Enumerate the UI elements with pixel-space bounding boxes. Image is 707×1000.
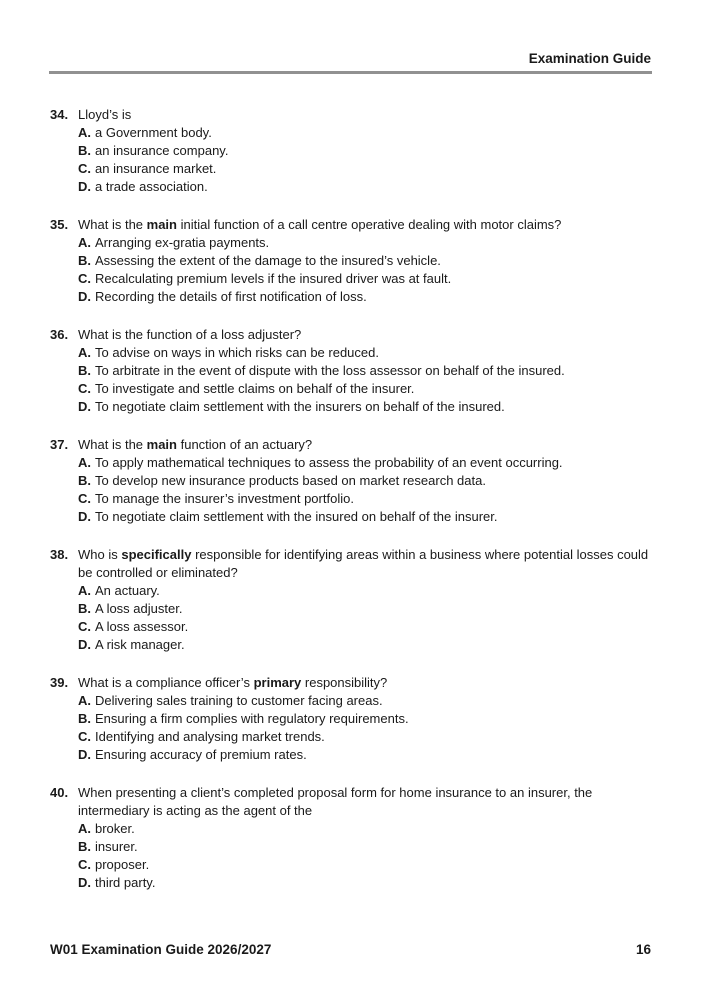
option-letter: B.	[78, 473, 91, 488]
question-text-segment: intermediary is acting as the agent of the	[78, 803, 313, 818]
options-list	[78, 124, 648, 196]
question-text-segment: When presenting a client’s completed proposal form for home insurance to an insurer, the	[78, 785, 593, 800]
question-block	[50, 106, 648, 196]
question-text-segment: function of an actuary?	[176, 437, 313, 452]
option-row	[78, 472, 648, 490]
option-text: To apply mathematical techniques to assess the probability of an event occurring.	[95, 455, 563, 470]
option-row	[78, 710, 648, 728]
question-number: 39.	[50, 675, 69, 690]
option-row	[78, 636, 648, 654]
option-row	[78, 856, 648, 874]
question-text-segment: main	[146, 217, 177, 232]
option-text: To arbitrate in the event of dispute with the loss assessor on behalf of the insured.	[95, 363, 565, 378]
question-text-segment: primary	[253, 675, 302, 690]
option-text: To negotiate claim settlement with the insurers on behalf of the insured.	[95, 399, 505, 414]
option-letter: A.	[78, 345, 91, 360]
option-letter: A.	[78, 125, 91, 140]
question-text-segment: responsible for identifying areas within a business where potential losses could	[191, 547, 649, 562]
option-row	[78, 490, 648, 508]
option-row	[78, 380, 648, 398]
question-block	[50, 784, 648, 892]
option-text: To manage the insurer’s investment portfolio.	[95, 491, 354, 506]
question-block	[50, 546, 648, 654]
question-text	[78, 784, 648, 820]
option-letter: D.	[78, 179, 91, 194]
option-letter: C.	[78, 161, 91, 176]
question-text-segment: What is the	[78, 437, 147, 452]
option-row	[78, 820, 648, 838]
footer-document-title: W01 Examination Guide 2026/2027	[50, 942, 272, 957]
option-letter: C.	[78, 271, 91, 286]
option-text: an insurance company.	[95, 143, 229, 158]
question-number: 38.	[50, 547, 69, 562]
option-row	[78, 582, 648, 600]
option-row	[78, 600, 648, 618]
option-text: an insurance market.	[95, 161, 217, 176]
question-number: 34.	[50, 107, 69, 122]
question-body	[78, 326, 648, 416]
page-footer	[50, 941, 651, 959]
question-text	[78, 674, 648, 692]
options-list	[78, 820, 648, 892]
option-letter: B.	[78, 363, 91, 378]
question-text	[78, 546, 648, 582]
option-letter: D.	[78, 399, 91, 414]
option-letter: D.	[78, 747, 91, 762]
option-row	[78, 874, 648, 892]
question-body	[78, 216, 648, 306]
option-text: Recording the details of first notification of loss.	[95, 289, 367, 304]
option-text: proposer.	[95, 857, 150, 872]
options-list	[78, 454, 648, 526]
question-body	[78, 546, 648, 654]
option-letter: D.	[78, 637, 91, 652]
option-letter: A.	[78, 821, 91, 836]
question-list	[50, 106, 648, 912]
option-letter: C.	[78, 857, 91, 872]
option-row	[78, 746, 648, 764]
question-block	[50, 216, 648, 306]
question-text-segment: Who is	[78, 547, 122, 562]
option-letter: B.	[78, 253, 91, 268]
option-text: An actuary.	[95, 583, 160, 598]
option-letter: A.	[78, 583, 91, 598]
option-row	[78, 288, 648, 306]
option-letter: B.	[78, 143, 91, 158]
header-divider	[49, 71, 652, 74]
option-row	[78, 252, 648, 270]
option-text: Delivering sales training to customer facing areas.	[95, 693, 383, 708]
option-letter: D.	[78, 509, 91, 524]
question-text-segment: Lloyd’s is	[78, 107, 132, 122]
option-text: Ensuring a firm complies with regulatory requirements.	[95, 711, 409, 726]
question-text-segment: initial function of a call centre operative dealing with motor claims?	[176, 217, 562, 232]
option-text: a trade association.	[95, 179, 208, 194]
question-text	[78, 326, 648, 344]
option-row	[78, 838, 648, 856]
option-text: Ensuring accuracy of premium rates.	[95, 747, 307, 762]
question-text-segment: main	[146, 437, 177, 452]
option-text: Recalculating premium levels if the insured driver was at fault.	[95, 271, 452, 286]
options-list	[78, 582, 648, 654]
question-text-segment: What is the function of a loss adjuster?	[78, 327, 302, 342]
option-text: A risk manager.	[95, 637, 185, 652]
option-row	[78, 508, 648, 526]
question-text	[78, 436, 648, 454]
question-text-segment: What is the	[78, 217, 147, 232]
option-row	[78, 124, 648, 142]
option-letter: D.	[78, 289, 91, 304]
options-list	[78, 234, 648, 306]
option-letter: D.	[78, 875, 91, 890]
question-number: 40.	[50, 785, 69, 800]
option-row	[78, 142, 648, 160]
option-letter: C.	[78, 729, 91, 744]
option-text: To negotiate claim settlement with the insured on behalf of the insurer.	[95, 509, 498, 524]
option-letter: C.	[78, 619, 91, 634]
question-body	[78, 436, 648, 526]
options-list	[78, 344, 648, 416]
question-text-segment: specifically	[121, 547, 192, 562]
option-row	[78, 692, 648, 710]
option-text: Assessing the extent of the damage to the insured’s vehicle.	[95, 253, 441, 268]
question-block	[50, 674, 648, 764]
option-text: A loss assessor.	[95, 619, 189, 634]
option-text: third party.	[95, 875, 156, 890]
question-number: 36.	[50, 327, 69, 342]
option-row	[78, 344, 648, 362]
option-text: a Government body.	[95, 125, 212, 140]
option-row	[78, 234, 648, 252]
question-text-segment: responsibility?	[301, 675, 388, 690]
option-text: broker.	[95, 821, 135, 836]
option-row	[78, 398, 648, 416]
question-text-segment: What is a compliance officer’s	[78, 675, 254, 690]
option-row	[78, 454, 648, 472]
option-text: To develop new insurance products based on market research data.	[95, 473, 486, 488]
question-block	[50, 326, 648, 416]
question-block	[50, 436, 648, 526]
question-number: 35.	[50, 217, 69, 232]
option-text: To advise on ways in which risks can be reduced.	[95, 345, 379, 360]
option-row	[78, 160, 648, 178]
option-row	[78, 362, 648, 380]
question-number: 37.	[50, 437, 69, 452]
question-body	[78, 784, 648, 892]
question-body	[78, 106, 648, 196]
option-letter: B.	[78, 711, 91, 726]
option-text: Identifying and analysing market trends.	[95, 729, 325, 744]
option-letter: A.	[78, 235, 91, 250]
option-text: A loss adjuster.	[95, 601, 183, 616]
options-list	[78, 692, 648, 764]
option-letter: C.	[78, 381, 91, 396]
option-row	[78, 270, 648, 288]
option-letter: B.	[78, 601, 91, 616]
option-row	[78, 728, 648, 746]
option-row	[78, 618, 648, 636]
question-body	[78, 674, 648, 764]
option-text: To investigate and settle claims on behalf of the insurer.	[95, 381, 415, 396]
footer-page-number: 16	[635, 942, 651, 957]
question-text	[78, 106, 648, 124]
option-letter: A.	[78, 455, 91, 470]
question-text	[78, 216, 648, 234]
option-letter: A.	[78, 693, 91, 708]
option-letter: C.	[78, 491, 91, 506]
option-row	[78, 178, 648, 196]
option-text: Arranging ex-gratia payments.	[95, 235, 270, 250]
question-text-segment: be controlled or eliminated?	[78, 565, 238, 580]
option-text: insurer.	[95, 839, 138, 854]
option-letter: B.	[78, 839, 91, 854]
page-header-title: Examination Guide	[528, 51, 651, 66]
